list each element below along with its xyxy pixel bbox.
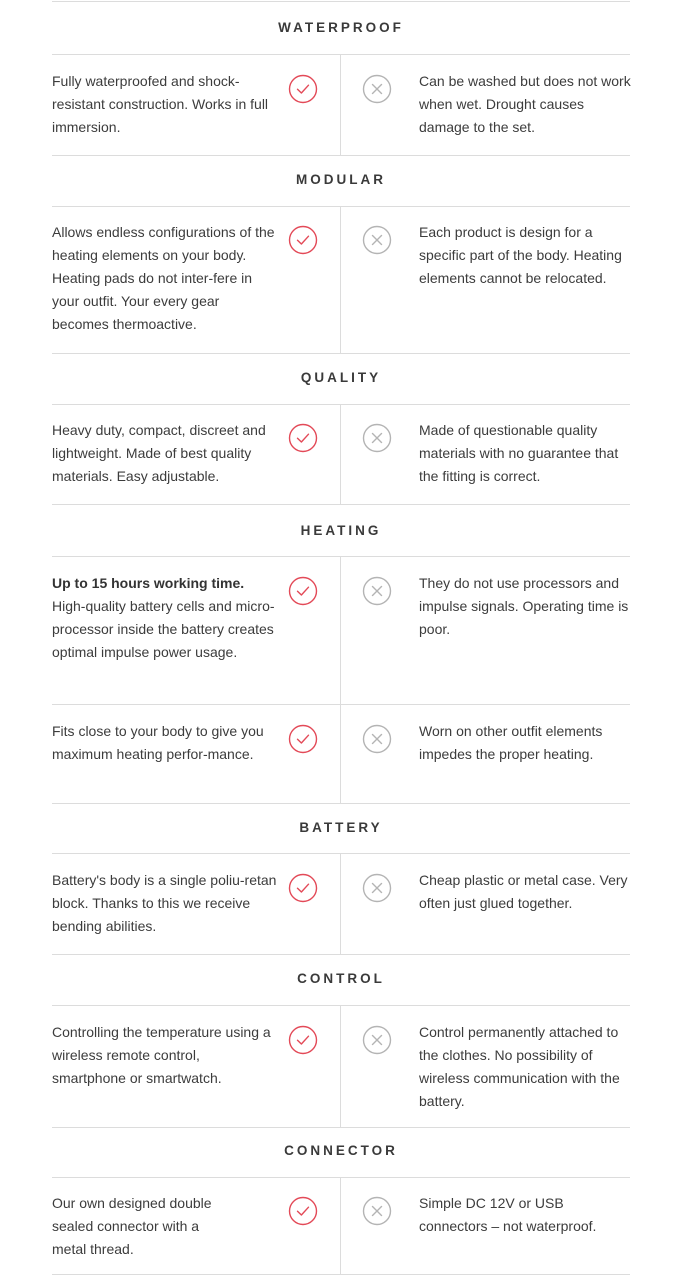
comparison-row: [52, 705, 630, 803]
competitor-text: Cheap plastic or metal case. Very often just glued together.: [419, 872, 628, 911]
divider: [52, 1127, 630, 1128]
check-circle-icon: [288, 225, 318, 255]
check-circle-icon: [288, 873, 318, 903]
section-title-quality: QUALITY: [300, 370, 382, 385]
column-divider: [340, 557, 341, 704]
feature-text: Heavy duty, compact, discreet and lightweight. Made of best quality materials. Easy adjustable.: [52, 422, 266, 484]
comparison-row: [52, 55, 630, 155]
divider: [52, 155, 630, 156]
check-circle-icon: [288, 576, 318, 606]
feature-text: Controlling the temperature using a wireless remote control, smartphone or smartwatch.: [52, 1024, 271, 1086]
comparison-row: [52, 557, 630, 704]
x-circle-icon: [362, 1025, 392, 1055]
x-circle-icon: [362, 1196, 392, 1226]
feature-text: Fully waterproofed and shock-resistant construction. Works in full immersion.: [52, 73, 269, 135]
competitor-text: Control permanently attached to the clothes. No possibility of wireless communication with the battery.: [419, 1024, 620, 1109]
section-title-waterproof: WATERPROOF: [278, 20, 404, 35]
column-divider: [340, 854, 341, 954]
comparison-row: [52, 1006, 630, 1127]
comparison-row: [52, 405, 630, 504]
competitor-text: Worn on other outfit elements impedes the proper heating.: [419, 723, 603, 762]
comparison-row: [52, 207, 630, 353]
column-divider: [340, 405, 341, 504]
x-circle-icon: [362, 423, 392, 453]
feature-highlight: Up to 15 hours working time.: [52, 575, 245, 591]
section-title-modular: MODULAR: [296, 172, 386, 187]
check-circle-icon: [288, 1025, 318, 1055]
x-circle-icon: [362, 724, 392, 754]
divider: [52, 1274, 630, 1275]
competitor-text: Can be washed but does not work when wet. Drought causes damage to the set.: [419, 73, 631, 135]
check-circle-icon: [288, 1196, 318, 1226]
check-circle-icon: [288, 423, 318, 453]
section-title-connector: CONNECTOR: [284, 1143, 398, 1158]
feature-text-body: High-quality battery cells and micro-processor inside the battery creates optimal impulse power usage.: [52, 598, 275, 660]
column-divider: [340, 1178, 341, 1274]
divider: [52, 803, 630, 804]
check-circle-icon: [288, 724, 318, 754]
section-title-heating: HEATING: [300, 523, 382, 538]
column-divider: [340, 705, 341, 803]
competitor-text: Simple DC 12V or USB connectors – not waterproof.: [419, 1195, 597, 1234]
column-divider: [340, 55, 341, 155]
divider: [52, 954, 630, 955]
column-divider: [340, 1006, 341, 1127]
x-circle-icon: [362, 873, 392, 903]
section-title-battery: BATTERY: [299, 820, 383, 835]
feature-text: Fits close to your body to give you maximum heating perfor-mance.: [52, 723, 264, 762]
divider: [52, 1, 630, 2]
comparison-table: [52, 0, 630, 1281]
comparison-row: [52, 854, 630, 954]
competitor-text: They do not use processors and impulse signals. Operating time is poor.: [419, 575, 629, 637]
column-divider: [340, 207, 341, 353]
competitor-text: Made of questionable quality materials with no guarantee that the fitting is correct.: [419, 422, 619, 484]
x-circle-icon: [362, 225, 392, 255]
feature-text: [52, 572, 277, 664]
comparison-row: [52, 1178, 630, 1274]
divider: [52, 353, 630, 354]
divider: [52, 504, 630, 505]
x-circle-icon: [362, 576, 392, 606]
section-title-control: CONTROL: [297, 971, 385, 986]
feature-text: Allows endless configurations of the heating elements on your body. Heating pads do not inter-fere in your outfit. Your every gear becomes thermoactive.: [52, 224, 275, 332]
feature-text: Battery's body is a single poliu-retan block. Thanks to this we receive bending abilities.: [52, 872, 277, 934]
feature-text: Our own designed double sealed connector with a metal thread.: [52, 1195, 212, 1257]
x-circle-icon: [362, 74, 392, 104]
competitor-text: Each product is design for a specific part of the body. Heating elements cannot be relocated.: [419, 224, 622, 286]
check-circle-icon: [288, 74, 318, 104]
